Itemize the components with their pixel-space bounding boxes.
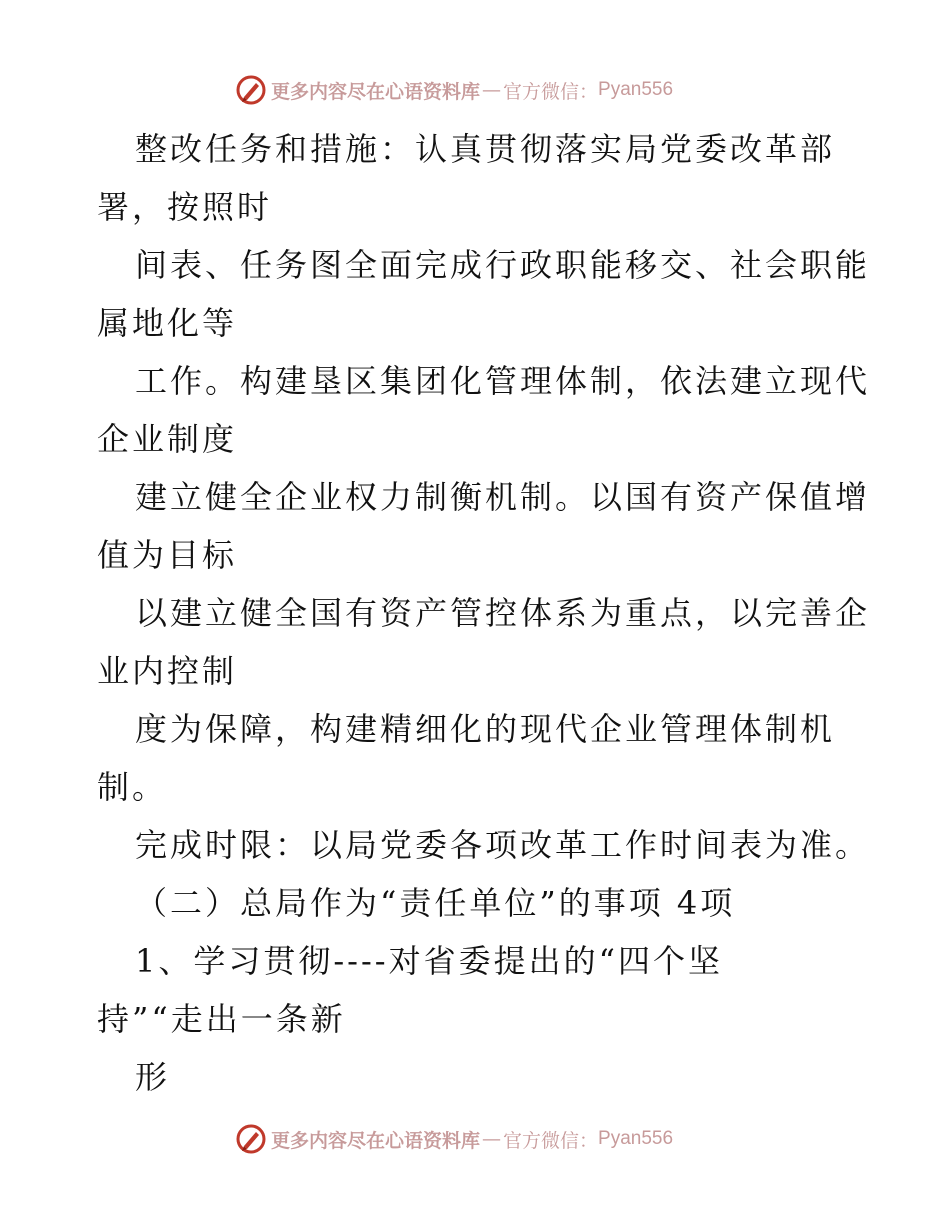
pen-logo-icon — [235, 1123, 267, 1155]
text-line: 1、学习贯彻----对省委提出的“四个坚 — [135, 942, 723, 980]
watermark-wechat-id: Pyan556 — [598, 1128, 674, 1149]
watermark-dash: — — [482, 79, 502, 101]
text-line: 工作。构建垦区集团化管理体制，依法建立现代 — [135, 362, 871, 400]
text-line: 持”“走出一条新 — [97, 1000, 346, 1038]
text-line: 属地化等 — [97, 304, 238, 342]
text-line: 整改任务和措施：认真贯彻落实局党委改革部 — [135, 130, 836, 168]
text-line: 业内控制 — [97, 652, 238, 690]
pen-logo-icon — [235, 74, 267, 106]
watermark-wechat-label: 官方微信： — [503, 80, 599, 103]
text-line: 以建立健全国有资产管控体系为重点，以完善企 — [135, 594, 871, 632]
text-line: 值为目标 — [97, 536, 238, 574]
text-line: 制。 — [97, 768, 168, 806]
text-line: 度为保障，构建精细化的现代企业管理体制机 — [135, 710, 836, 748]
watermark-wechat-id: Pyan556 — [598, 79, 674, 100]
text-line: 署，按照时 — [97, 188, 273, 226]
document-body — [97, 120, 871, 1106]
text-line: 形 — [135, 1058, 171, 1096]
text-line: 企业制度 — [97, 420, 238, 458]
watermark-dash: — — [482, 1128, 502, 1150]
watermark-top — [235, 73, 673, 107]
watermark-site-text: 更多内容尽在心语资料库 — [271, 1129, 481, 1152]
text-line: 完成时限：以局党委各项改革工作时间表为准。 — [135, 826, 871, 864]
text-line: 间表、任务图全面完成行政职能移交、社会职能 — [135, 246, 871, 284]
text-line: 建立健全企业权力制衡机制。以国有资产保值增 — [135, 478, 871, 516]
watermark-bottom — [235, 1122, 673, 1156]
text-line: （二）总局作为“责任单位”的事项 4项 — [135, 884, 736, 922]
watermark-site-text: 更多内容尽在心语资料库 — [271, 80, 481, 103]
watermark-wechat-label: 官方微信： — [503, 1129, 599, 1152]
